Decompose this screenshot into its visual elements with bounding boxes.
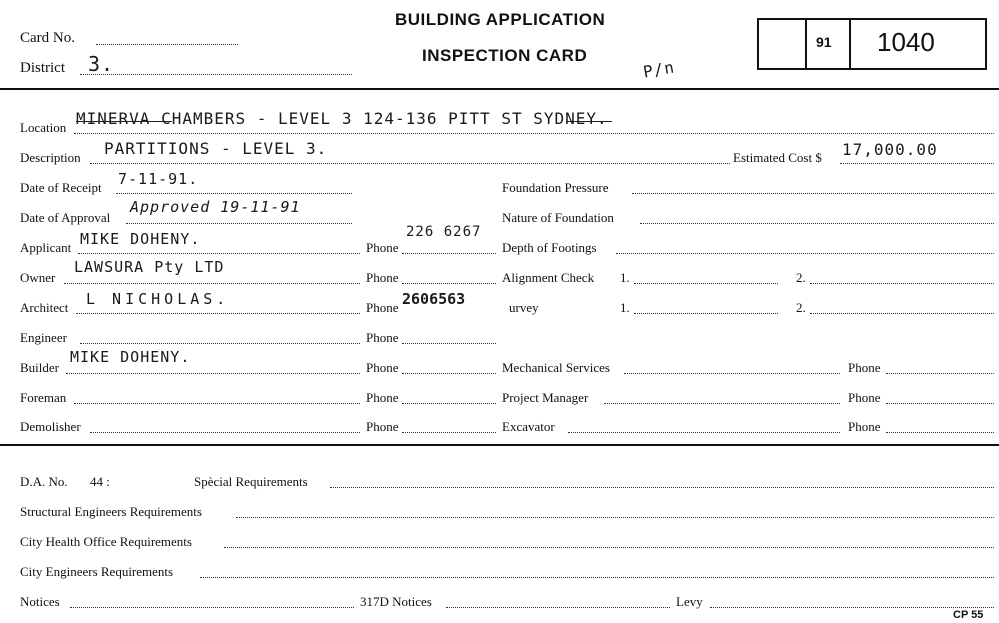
- excavator-phone-label: Phone: [848, 419, 881, 434]
- project-manager-phone-label: Phone: [848, 390, 881, 405]
- mechanical-phone-label: Phone: [848, 360, 881, 375]
- demolisher-phone-label: Phone: [366, 419, 399, 434]
- header-rule: [0, 88, 999, 90]
- owner-phone-label: Phone: [366, 270, 399, 285]
- date-receipt-value: 7-11-91.: [118, 170, 199, 188]
- alignment-2-label: 2.: [796, 270, 806, 285]
- structural-requirements-line: [236, 517, 994, 518]
- project-manager-phone-line: [886, 403, 994, 404]
- demolisher-label: Demolisher: [20, 419, 81, 434]
- levy-line: [710, 607, 994, 608]
- card-number-box: [757, 18, 987, 70]
- description-value: PARTITIONS - LEVEL 3.: [104, 139, 328, 158]
- box-divider-1: [805, 20, 807, 68]
- engineer-label: Engineer: [20, 330, 67, 345]
- description-line: [90, 163, 730, 164]
- foundation-pressure-line: [632, 193, 994, 194]
- district-line: [80, 74, 352, 75]
- architect-label: Architect: [20, 300, 69, 315]
- card-series-number: 91: [816, 34, 832, 50]
- applicant-value: MIKE DOHENY.: [80, 230, 201, 248]
- da-no-value: 44 :: [90, 474, 110, 489]
- owner-value: LAWSURA Pty LTD: [74, 258, 225, 276]
- architect-value: L NICHOLAS.: [86, 290, 230, 308]
- location-strike-2: [566, 121, 612, 122]
- date-approval-value: Approved 19-11-91: [130, 198, 301, 216]
- owner-phone-line: [402, 283, 496, 284]
- estimated-cost-value: 17,000.00: [842, 140, 938, 159]
- survey-1-line: [634, 313, 778, 314]
- applicant-phone-label: Phone: [366, 240, 399, 255]
- box-divider-2: [849, 20, 851, 68]
- notices-317d-line: [446, 607, 670, 608]
- builder-label: Builder: [20, 360, 59, 375]
- title-line-2: INSPECTION CARD: [422, 46, 588, 65]
- engineer-line: [80, 343, 360, 344]
- district-value: 3.: [88, 52, 115, 76]
- builder-line: [66, 373, 360, 374]
- architect-phone-value: 2606563: [402, 290, 466, 308]
- notices-317d-label: 317D Notices: [360, 594, 432, 609]
- project-manager-line: [604, 403, 840, 404]
- pn-mark: P/n: [641, 57, 677, 82]
- owner-label: Owner: [20, 270, 56, 285]
- mechanical-line: [624, 373, 840, 374]
- foundation-pressure-label: Foundation Pressure: [502, 180, 609, 195]
- estimated-cost-label: Estimated Cost $: [733, 150, 822, 165]
- survey-2-label: 2.: [796, 300, 806, 315]
- foreman-phone-label: Phone: [366, 390, 399, 405]
- structural-requirements-label: Structural Engineers Requirements: [20, 504, 202, 519]
- card-no-line: [96, 44, 238, 45]
- depth-footings-line: [616, 253, 994, 254]
- demolisher-line: [90, 432, 360, 433]
- date-approval-line: [126, 223, 352, 224]
- mechanical-phone-line: [886, 373, 994, 374]
- estimated-cost-line: [840, 163, 994, 164]
- foreman-label: Foreman: [20, 390, 67, 405]
- date-approval-label: Date of Approval: [20, 210, 111, 225]
- applicant-phone-value: 226 6267: [406, 224, 482, 240]
- excavator-line: [568, 432, 840, 433]
- description-label: Description: [20, 150, 81, 165]
- engineer-phone-line: [402, 343, 496, 344]
- notices-label: Notices: [20, 594, 60, 609]
- date-receipt-line: [116, 193, 352, 194]
- excavator-label: Excavator: [502, 419, 555, 434]
- title-line-1: BUILDING APPLICATION: [395, 10, 606, 29]
- survey-label: urvey: [509, 300, 539, 315]
- demolisher-phone-line: [402, 432, 496, 433]
- date-receipt-label: Date of Receipt: [20, 180, 102, 195]
- depth-footings-label: Depth of Footings: [502, 240, 597, 255]
- card-no-label: Card No.: [20, 30, 75, 46]
- location-label: Location: [20, 120, 67, 135]
- special-requirements-label: Spècial Requirements: [194, 474, 308, 489]
- owner-line: [64, 283, 360, 284]
- nature-foundation-line: [640, 223, 994, 224]
- excavator-phone-line: [886, 432, 994, 433]
- alignment-1-label: 1.: [620, 270, 630, 285]
- applicant-label: Applicant: [20, 240, 72, 255]
- health-requirements-line: [224, 547, 994, 548]
- alignment-1-line: [634, 283, 778, 284]
- special-requirements-line: [330, 487, 994, 488]
- builder-value: MIKE DOHENY.: [70, 348, 191, 366]
- da-no-label: D.A. No.: [20, 474, 68, 489]
- card-number: 1040: [877, 27, 935, 57]
- applicant-line: [78, 253, 360, 254]
- location-value: MINERVA CHAMBERS - LEVEL 3 124-136 PITT ST SYDNEY.: [76, 109, 608, 128]
- survey-2-line: [810, 313, 994, 314]
- district-label: District: [20, 60, 65, 76]
- builder-phone-line: [402, 373, 496, 374]
- applicant-phone-line: [402, 253, 496, 254]
- health-requirements-label: City Health Office Requirements: [20, 534, 192, 549]
- location-strike-1: [76, 121, 172, 122]
- city-engineers-line: [200, 577, 994, 578]
- city-engineers-label: City Engineers Requirements: [20, 564, 174, 579]
- survey-1-label: 1.: [620, 300, 630, 315]
- alignment-2-line: [810, 283, 994, 284]
- requirements-rule: [0, 444, 999, 446]
- notices-line: [70, 607, 354, 608]
- builder-phone-label: Phone: [366, 360, 399, 375]
- foreman-line: [74, 403, 360, 404]
- form-code: CP 55: [953, 609, 984, 621]
- location-line: [74, 133, 994, 134]
- project-manager-label: Project Manager: [502, 390, 589, 405]
- nature-foundation-label: Nature of Foundation: [502, 210, 614, 225]
- engineer-phone-label: Phone: [366, 330, 399, 345]
- architect-line: [76, 313, 360, 314]
- architect-phone-label: Phone: [366, 300, 399, 315]
- mechanical-label: Mechanical Services: [502, 360, 610, 375]
- levy-label: Levy: [676, 594, 703, 609]
- alignment-check-label: Alignment Check: [502, 270, 595, 285]
- foreman-phone-line: [402, 403, 496, 404]
